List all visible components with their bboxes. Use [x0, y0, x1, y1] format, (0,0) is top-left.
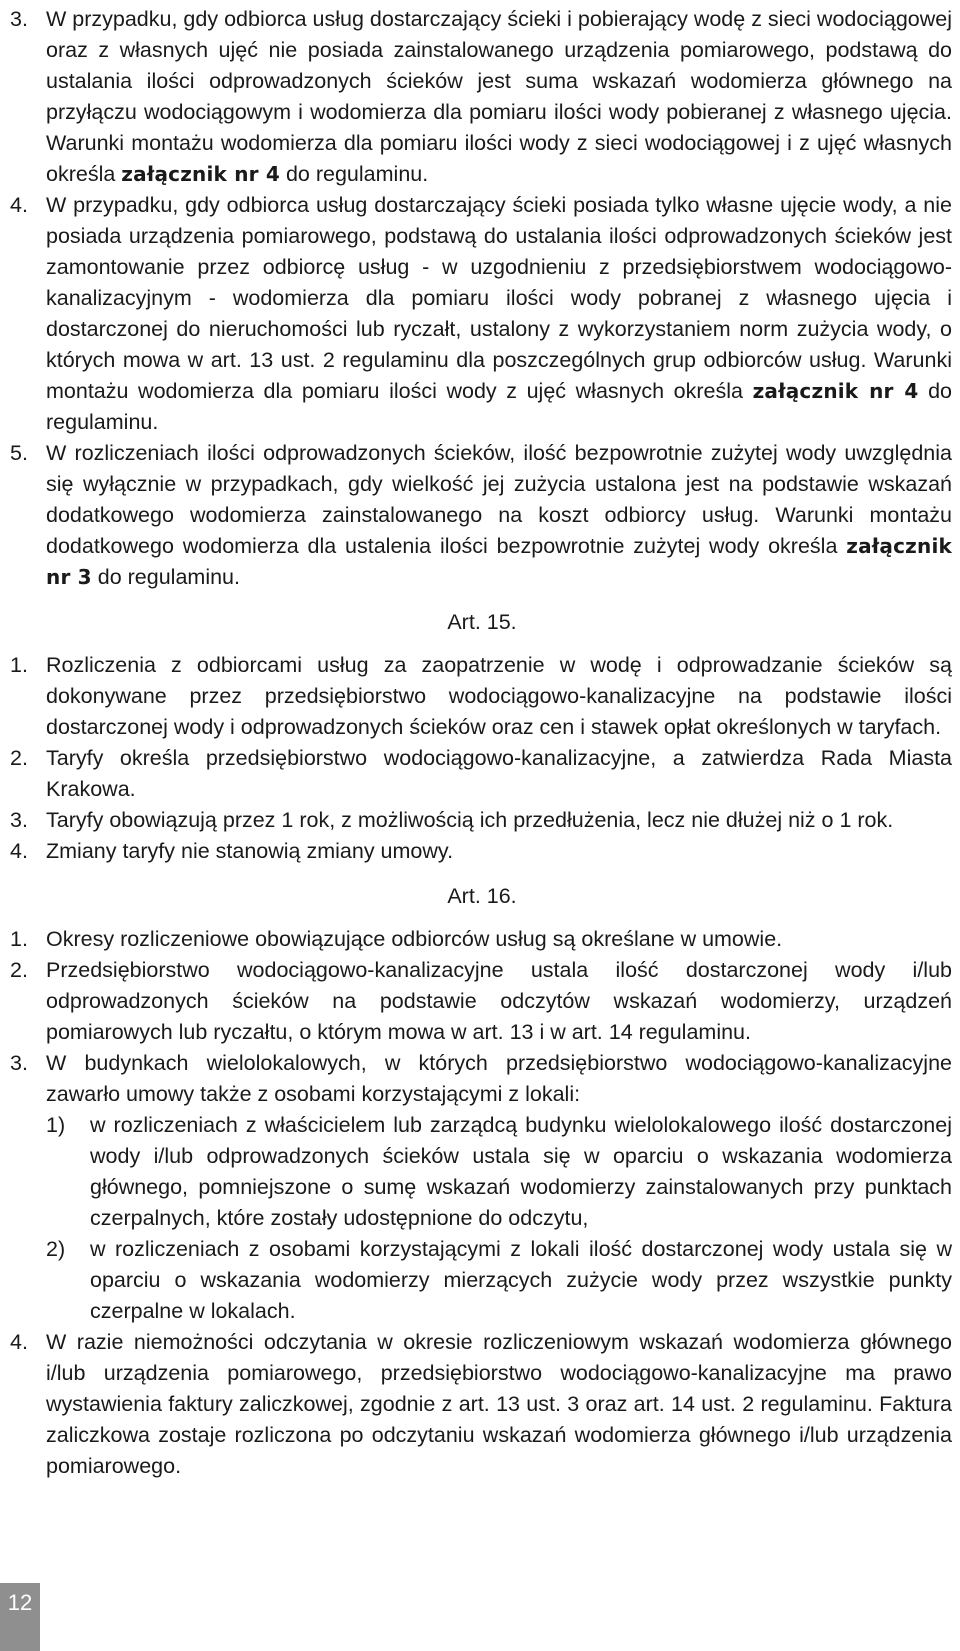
item-number: 2. [10, 746, 28, 770]
list-item [10, 190, 954, 438]
item-text-block [46, 1048, 952, 1327]
item-number: 2. [10, 958, 28, 982]
sub-item-text: w rozliczeniach z właścicielem lub zarządcą budynku wielolokalowego ilość dostarczonej wody i/lub odprowadzonych ścieków ustala się w oparciu o wskazania wodomierza głównego, pomniejszone o sumę wskazań wodomierzy zainstalowanych przy punktach czerpalnych, które zostały udostępnione do odczytu, [90, 1113, 952, 1230]
item-text [46, 438, 952, 593]
item-text: W budynkach wielolokalowych, w których przedsiębiorstwo wodociągowo-kanalizacyjne zawarło umowy także z osobami korzystającymi z lokali: [46, 1051, 952, 1106]
item-text: Zmiany taryfy nie stanowią zmiany umowy. [46, 839, 454, 863]
annex-reference: załącznik nr 4 [121, 162, 280, 186]
item-text: Taryfy obowiązują przez 1 rok, z możliwością ich przedłużenia, lecz nie dłużej niż o 1 rok. [46, 808, 894, 832]
item-text-start: W przypadku, gdy odbiorca usług dostarczający ścieki i pobierający wodę z sieci wodociągowej oraz z własnych ujęć nie posiada zainstalowanego urządzenia pomiarowego, podstawą do ustalania ilości odprowadzonych ścieków jest suma wskazań wodomierza głównego na przyłączu wodociągowym i wodomierza dla pomiaru ilości wody pobieranej z własnego ujęcia. Warunki montażu wodomierza dla pomiaru ilości wody z sieci wodociągowej i z ujęć własnych określa [46, 7, 952, 186]
item-text-end: do regulaminu. [46, 379, 953, 434]
list-item [10, 438, 954, 593]
item-text: Okresy rozliczeniowe obowiązujące odbiorców usług są określane w umowie. [46, 927, 783, 951]
page-number-tab [0, 1583, 40, 1651]
item-number: 5. [10, 441, 28, 465]
sub-item-number: 1) [46, 1113, 66, 1137]
item-number: 3. [10, 1051, 28, 1075]
annex-reference: załącznik nr 4 [752, 379, 919, 403]
page-content [10, 4, 954, 1482]
list-item [10, 1048, 954, 1327]
article-heading-16 [10, 881, 954, 912]
item-number: 4. [10, 1330, 28, 1354]
list-item [10, 955, 954, 1048]
item-text [46, 4, 952, 190]
item-number: 4. [10, 193, 28, 217]
sub-item-number: 2) [46, 1237, 66, 1261]
item-text: Taryfy określa przedsiębiorstwo wodociągowo-kanalizacyjne, a zatwierdza Rada Miasta Krakowa. [46, 746, 952, 801]
item-number: 3. [10, 808, 28, 832]
item-text: Rozliczenia z odbiorcami usług za zaopatrzenie w wodę i odprowadzanie ścieków są dokonywane przez przedsiębiorstwo wodociągowo-kanalizacyjne na podstawie ilości dostarczonej wody i odprowadzonych ścieków oraz cen i stawek opłat określonych w taryfach. [46, 653, 952, 739]
item-text: W razie niemożności odczytania w okresie rozliczeniowym wskazań wodomierza głównego i/lub urządzenia pomiarowego, przedsiębiorstwo wodociągowo-kanalizacyjne ma prawo wystawienia faktury zaliczkowej, zgodnie z art. 13 ust. 3 oraz art. 14 ust. 2 regulaminu. Faktura zaliczkowa zostaje rozliczona po odczytaniu wskazań wodomierza głównego i/lub urządzenia pomiarowego. [46, 1330, 952, 1478]
sub-list-item [46, 1234, 952, 1327]
article-heading-text: Art. 16. [447, 884, 517, 908]
annex-reference: załącznik nr 3 [46, 534, 952, 589]
list-item [10, 836, 954, 867]
list-item [10, 650, 954, 743]
item-number: 3. [10, 7, 28, 31]
list-item [10, 805, 954, 836]
article-heading-text: Art. 15. [447, 610, 517, 634]
page-number: 12 [7, 1590, 33, 1615]
list-item [10, 743, 954, 805]
item-text-start: W rozliczeniach ilości odprowadzonych ścieków, ilość bezpowrotnie zużytej wody uwzględnia się wyłącznie w przypadkach, gdy wielkość jej zużycia ustalona jest na podstawie wskazań dodatkowego wodomierza zainstalowanego na koszt odbiorcy usług. Warunki montażu dodatkowego wodomierza dla ustalenia ilości bezpowrotnie zużytej wody określa [46, 441, 952, 558]
list-item [10, 4, 954, 190]
item-number: 1. [10, 927, 28, 951]
item-text-start: W przypadku, gdy odbiorca usług dostarczający ścieki posiada tylko własne ujęcie wody, a nie posiada urządzenia pomiarowego, podstawą do ustalania ilości odprowadzonych ścieków jest zamontowanie przez odbiorcę usług - w uzgodnieniu z przedsiębiorstwem wodociągowo-kanalizacyjnym - wodomierza dla pomiaru ilości wody pobranej z własnego ujęcia i dostarczonej do nieruchomości lub ryczałt, ustalony z wykorzystaniem norm zużycia wody, o których mowa w art. 13 ust. 2 regulaminu dla poszczególnych grup odbiorców usług. Warunki montażu wodomierza dla pomiaru ilości wody z ujęć własnych określa [46, 193, 952, 403]
item-text-end: do regulaminu. [91, 565, 240, 589]
sub-item-text: w rozliczeniach z osobami korzystającymi z lokali ilość dostarczonej wody ustala się w oparciu o wskazania wodomierzy mierzących zużycie wody przez wszystkie punkty czerpalne w lokalach. [90, 1237, 952, 1323]
item-text [46, 190, 952, 438]
list-item [10, 924, 954, 955]
item-number: 1. [10, 653, 28, 677]
item-text-end: do regulaminu. [280, 162, 429, 186]
item-text: Przedsiębiorstwo wodociągowo-kanalizacyjne ustala ilość dostarczonej wody i/lub odprowadzonych ścieków na podstawie odczytów wskazań wodomierzy, urządzeń pomiarowych lub ryczałtu, o którym mowa w art. 13 i w art. 14 regulaminu. [46, 958, 952, 1044]
article-heading-15 [10, 607, 954, 638]
item-number: 4. [10, 839, 28, 863]
list-item [10, 1327, 954, 1482]
sub-list-item [46, 1110, 952, 1234]
